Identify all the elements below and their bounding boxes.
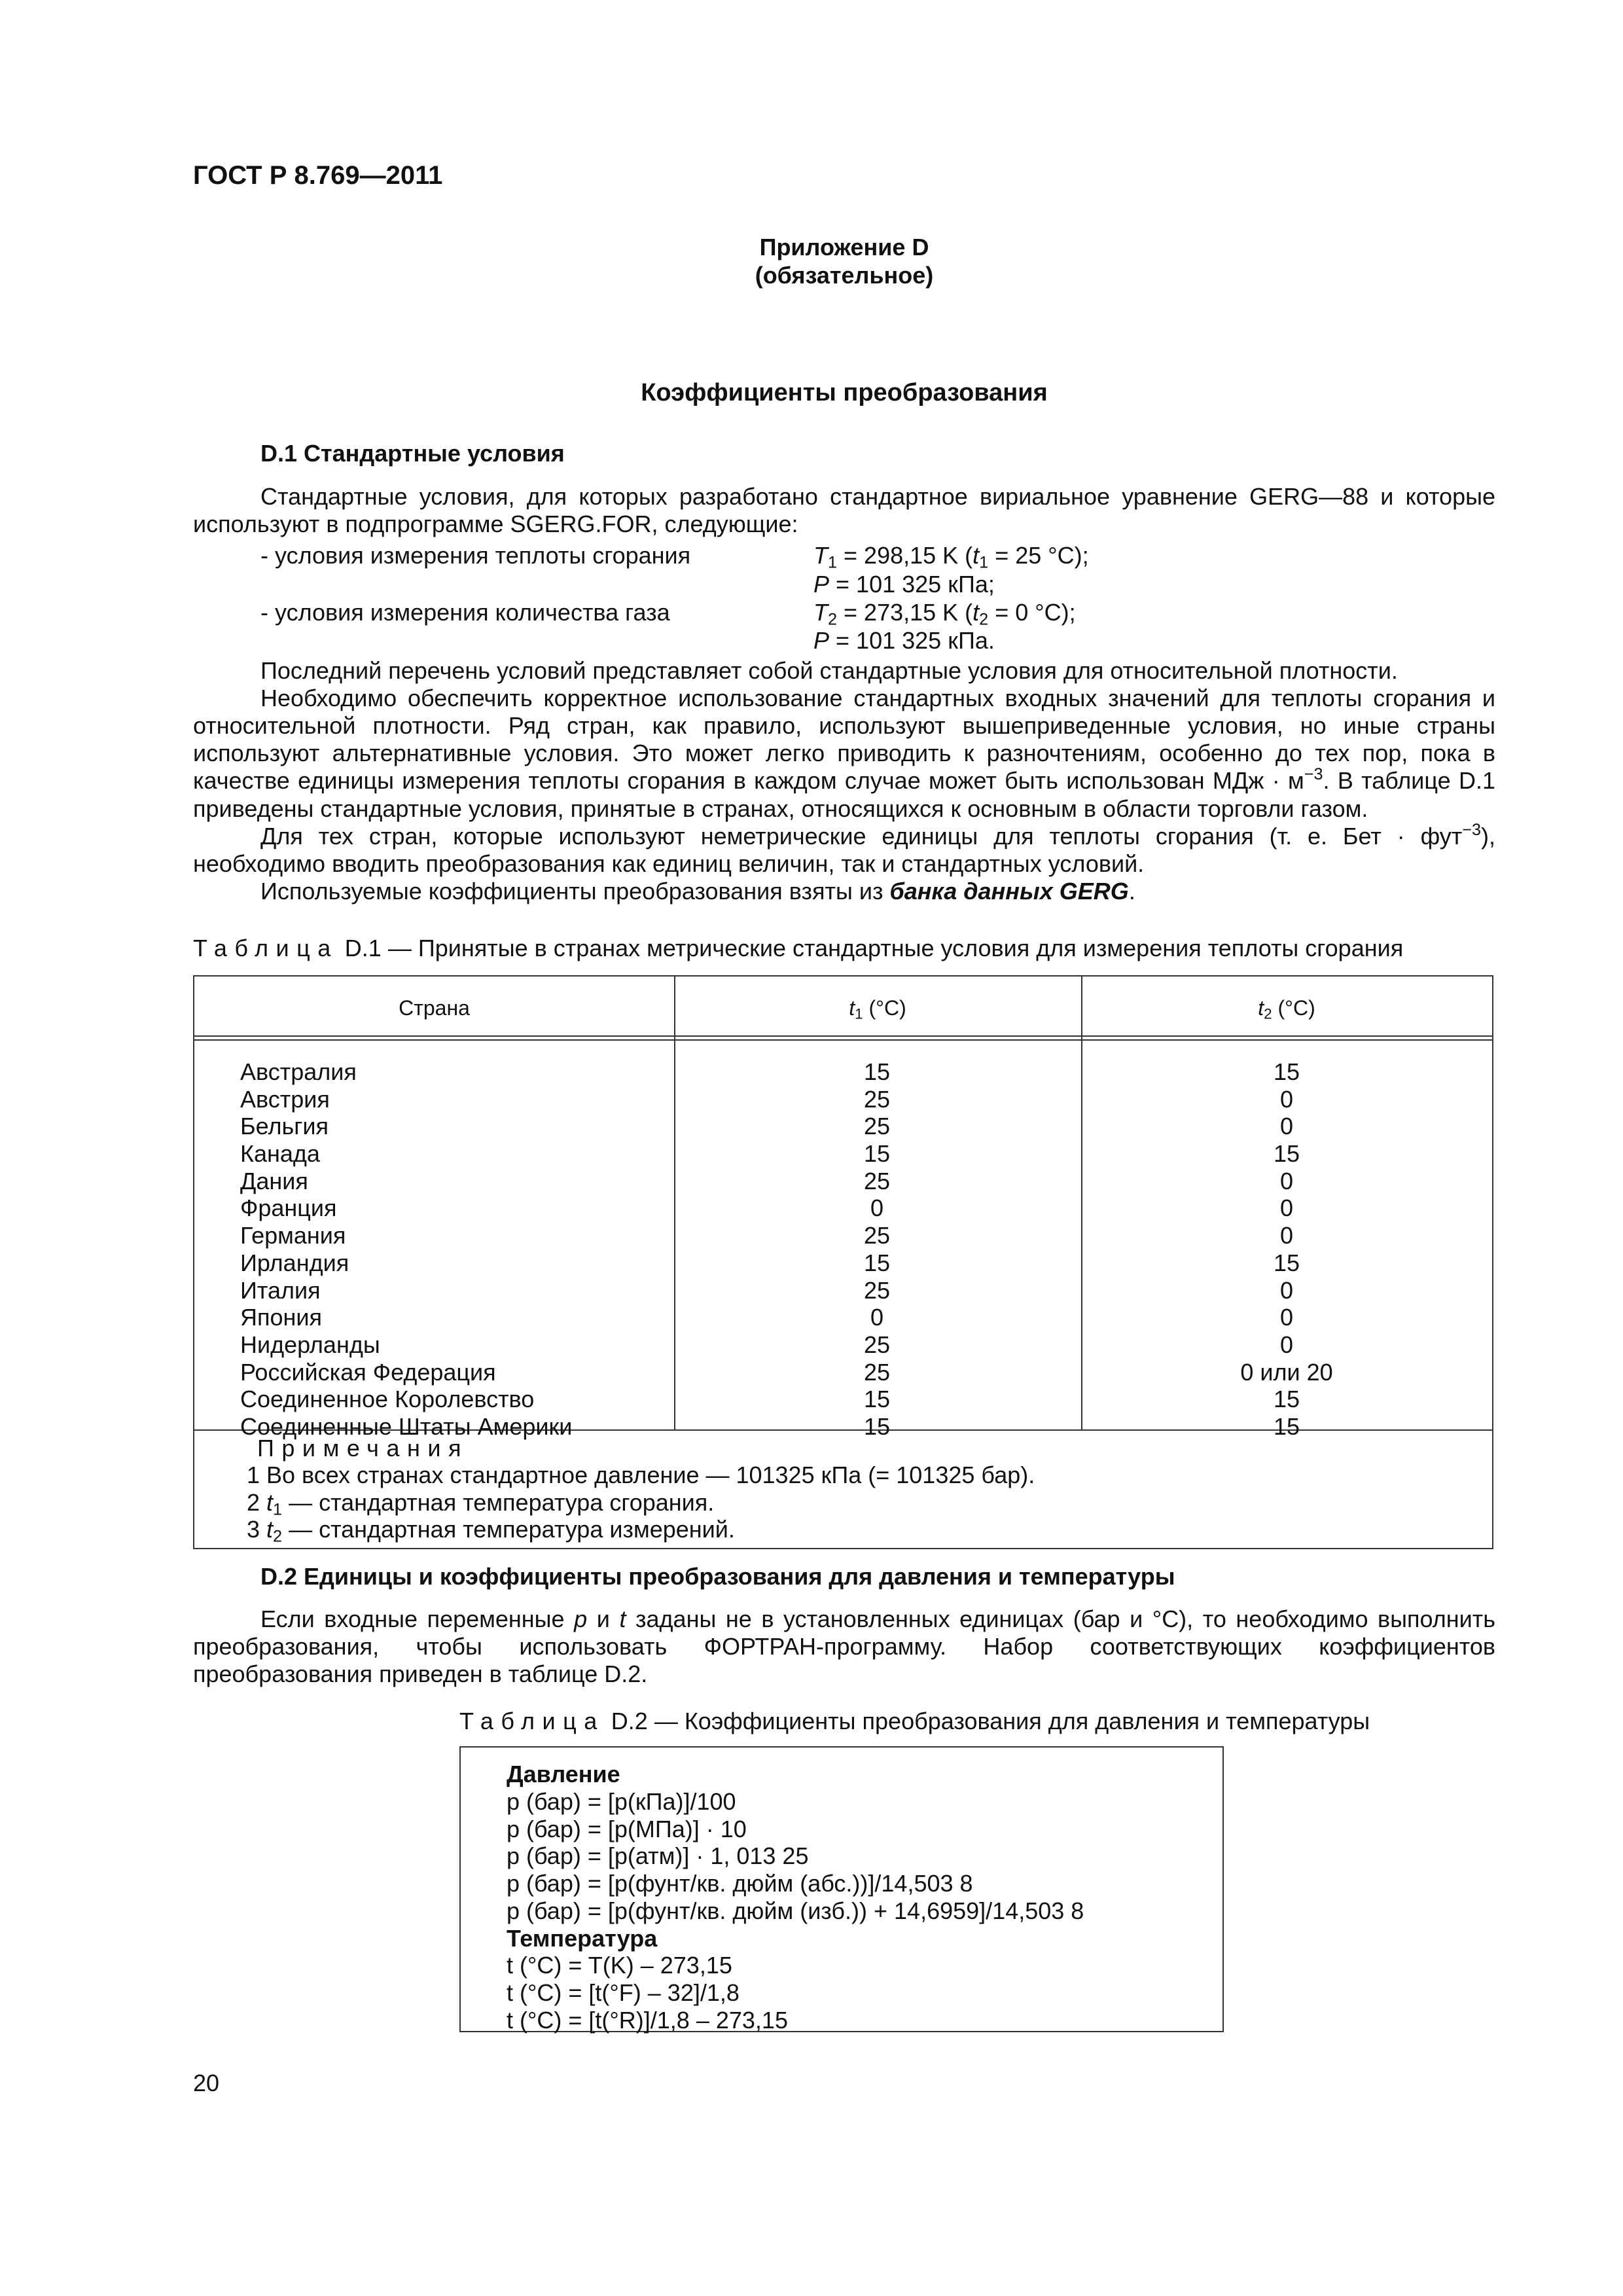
table-row	[194, 1168, 1492, 1195]
column-header-country: Страна	[399, 996, 470, 1020]
symbol: t	[849, 996, 855, 1020]
cell-country: Российская Федерация	[240, 1358, 496, 1386]
paragraph	[193, 1605, 1495, 1688]
symbol: P	[813, 627, 830, 654]
cell-t1: 25	[863, 1358, 891, 1386]
cell-t1: 15	[863, 1412, 891, 1440]
column-header-t2	[1081, 996, 1492, 1020]
cell-t2: 15	[1273, 1386, 1300, 1413]
pressure-title: Давление	[507, 1761, 620, 1787]
subscript: 1	[855, 1005, 863, 1022]
superscript: −3	[1462, 820, 1481, 839]
cell-country: Австралия	[240, 1058, 357, 1085]
caption-word: Таблица	[193, 935, 338, 961]
cell-country: Франция	[240, 1194, 337, 1222]
cell-t2: 0	[1279, 1167, 1294, 1194]
subscript: 1	[273, 1500, 283, 1519]
subscript: 2	[273, 1527, 283, 1546]
symbol: t	[266, 1488, 274, 1516]
table-row	[194, 1222, 1492, 1249]
table-row	[194, 1140, 1492, 1168]
symbol: t	[972, 599, 980, 626]
section1-intro	[193, 483, 1495, 538]
cell-t1: 0	[870, 1304, 884, 1331]
subscript: 1	[979, 553, 989, 572]
symbol: P	[813, 571, 830, 598]
table-row	[194, 1113, 1492, 1140]
symbol: t	[1258, 996, 1264, 1020]
note-3	[247, 1516, 1035, 1546]
cell-t1: 25	[863, 1276, 891, 1304]
pressure-formula: p (бар) = [p(кПа)]/100	[507, 1787, 736, 1815]
cell-country: Канада	[240, 1140, 320, 1168]
condition-row-gas	[260, 599, 1504, 628]
cell-country: Соединенные Штаты Америки	[240, 1412, 573, 1440]
column-header-t1	[674, 996, 1081, 1020]
cell-t1: 15	[863, 1249, 891, 1276]
page-title: Коэффициенты преобразования	[641, 379, 1048, 406]
paragraph-text: ), необходимо вводить преобразования как единиц величин, так и стандартных условий.	[193, 822, 1495, 877]
cell-country: Ирландия	[240, 1249, 349, 1276]
table-row	[194, 1304, 1492, 1331]
paragraph-text: . В таблице D.1 приведены стандартные условия, принятые в странах, относящихся к основным в области торговли газом.	[193, 767, 1496, 822]
cell-country: Дания	[240, 1167, 308, 1194]
table-d2	[459, 1746, 1224, 2032]
pressure-formula: p (бар) = [p(атм)] · 1, 013 25	[507, 1842, 809, 1870]
paragraph-text: и	[587, 1605, 620, 1632]
intro-paragraph: Стандартные условия, для которых разработано стандартное вириальное уравнение GERG—88 и которые используют в подпрограмме SGERG.FOR, следующие:	[193, 483, 1495, 538]
note-text: — стандартная температура измерений.	[282, 1516, 735, 1543]
paragraph	[193, 878, 1495, 905]
condition-row-heat-pressure	[260, 571, 1504, 600]
symbol: t	[266, 1516, 274, 1543]
header-divider	[194, 1039, 1492, 1041]
temperature-title: Температура	[507, 1924, 658, 1952]
value-text: = 101 325 кПа;	[836, 571, 995, 598]
temperature-formula: t (°C) = [t(°F) – 32]/1,8	[507, 1979, 740, 2006]
cell-t2: 0	[1279, 1276, 1294, 1304]
cell-t2: 0	[1279, 1331, 1294, 1358]
value-text: = 298,15 K (	[837, 542, 973, 569]
symbol: t	[972, 542, 980, 569]
note-1: 1 Во всех странах стандартное давление — 101325 кПа (= 101325 бар).	[247, 1462, 1035, 1489]
cell-t2: 0	[1279, 1194, 1294, 1222]
table-d1	[193, 975, 1493, 1549]
table-body	[194, 1058, 1492, 1441]
table-d1-caption	[193, 935, 1403, 962]
cell-t2: 0	[1279, 1113, 1294, 1140]
condition-value	[813, 627, 995, 655]
superscript: −3	[1304, 765, 1323, 784]
table-row	[194, 1086, 1492, 1113]
value-text: = 0 °C);	[988, 599, 1076, 626]
temperature-formula: t (°C) = T(K) – 273,15	[507, 1952, 732, 1979]
cell-t2: 0	[1279, 1304, 1294, 1331]
cell-country: Нидерланды	[240, 1331, 380, 1358]
cell-t2: 15	[1273, 1058, 1300, 1085]
note-number: 3	[247, 1516, 267, 1543]
table-d2-caption	[459, 1708, 1370, 1735]
temperature-formula: t (°C) = [t(°R)]/1,8 – 273,15	[507, 2006, 788, 2034]
cell-t2: 0	[1279, 1085, 1294, 1113]
value-text: = 25 °C);	[988, 542, 1089, 569]
symbol: p	[574, 1605, 588, 1632]
cell-t1: 25	[863, 1085, 891, 1113]
cell-t1: 15	[863, 1058, 891, 1085]
note-2	[247, 1488, 1035, 1519]
table-row	[194, 1359, 1492, 1386]
unit: (°C)	[1272, 996, 1315, 1020]
paragraph-text: .	[1128, 877, 1135, 905]
paragraph-text: Для тех стран, которые используют неметрические единицы для теплоты сгорания (т. е. Бет · фут	[260, 822, 1463, 850]
note-number: 2	[247, 1488, 267, 1516]
condition-value	[813, 571, 995, 598]
cell-t2: 15	[1273, 1412, 1300, 1440]
caption-text: D.1 — Принятые в странах метрические стандартные условия для измерения теплоты сгорания	[338, 935, 1404, 961]
condition-value	[813, 599, 1076, 629]
cell-t2: 15	[1273, 1140, 1300, 1168]
table-row	[194, 1194, 1492, 1222]
subscript: 2	[828, 610, 838, 629]
cell-t1: 15	[863, 1386, 891, 1413]
cell-t1: 25	[863, 1222, 891, 1249]
annex-status: (обязательное)	[755, 262, 934, 289]
paragraph-text: заданы не в установленных единицах (бар и °C), то необходимо выполнить преобразования, чтобы использовать ФОРТРАН-программу. Набор соответствующих коэффициентов преобразования приведен в таблице D.2.	[193, 1605, 1496, 1688]
cell-t1: 15	[863, 1140, 891, 1168]
cell-country: Австрия	[240, 1085, 330, 1113]
paragraph	[193, 820, 1495, 878]
cell-country: Соединенное Королевство	[240, 1386, 535, 1413]
notes-title: Примечания	[257, 1435, 469, 1462]
paragraph	[193, 685, 1495, 823]
cell-t1: 25	[863, 1167, 891, 1194]
table-row	[194, 1058, 1492, 1086]
value-text: = 273,15 K (	[837, 599, 973, 626]
condition-label: - условия измерения количества газа	[260, 599, 670, 626]
subscript: 2	[1264, 1005, 1272, 1022]
subscript: 1	[828, 553, 838, 572]
caption-text: D.2 — Коэффициенты преобразования для давления и температуры	[604, 1708, 1370, 1734]
cell-t2: 15	[1273, 1249, 1300, 1276]
pressure-formula: p (бар) = [p(фунт/кв. дюйм (абс.))]/14,503 8	[507, 1870, 973, 1897]
cell-country: Бельгия	[240, 1113, 329, 1140]
table-row	[194, 1249, 1492, 1277]
cell-country: Италия	[240, 1276, 321, 1304]
paragraph-text: Используемые коэффициенты преобразования взяты из	[260, 877, 890, 905]
caption-word: Таблица	[459, 1708, 605, 1734]
table-row	[194, 1277, 1492, 1304]
subscript: 2	[979, 610, 989, 629]
cell-country: Германия	[240, 1222, 346, 1249]
unit: (°C)	[863, 996, 906, 1020]
annex-title: Приложение D	[759, 234, 929, 260]
symbol: T	[813, 542, 828, 569]
condition-label: - условия измерения теплоты сгорания	[260, 542, 691, 569]
cell-country: Япония	[240, 1304, 322, 1331]
section-heading-d1: D.1 Стандартные условия	[260, 440, 565, 467]
section1-body	[193, 657, 1495, 905]
emphasis: банка данных GERG	[889, 877, 1129, 905]
paragraph-text: Если входные переменные	[260, 1605, 575, 1632]
pressure-formula: p (бар) = [p(фунт/кв. дюйм (изб.)) + 14,6959]/14,503 8	[507, 1897, 1084, 1924]
condition-row-heat	[260, 542, 1504, 571]
section-heading-d2: D.2 Единицы и коэффициенты преобразования для давления и температуры	[260, 1563, 1175, 1590]
cell-t1: 25	[863, 1113, 891, 1140]
header-divider	[194, 1035, 1492, 1037]
paragraph-text: Необходимо обеспечить корректное использование стандартных входных значений для теплоты сгорания и относительной плотности. Ряд стран, как правило, используют вышеприведенные условия, но иные страны используют альтернативные условия. Это может легко приводить к разночтениям, особенно до тех пор, пока в качестве единицы измерения теплоты сгорания в каждом случае может быть использован МДж · м	[193, 685, 1495, 795]
note-text: — стандартная температура сгорания.	[282, 1488, 715, 1516]
table-row	[194, 1386, 1492, 1413]
cell-t2: 0	[1279, 1222, 1294, 1249]
table-notes	[247, 1435, 1035, 1546]
standard-header: ГОСТ Р 8.769—2011	[193, 161, 443, 190]
condition-row-gas-pressure	[260, 627, 1504, 656]
table-row	[194, 1331, 1492, 1359]
symbol: t	[619, 1605, 626, 1632]
cell-t2: 0 или 20	[1240, 1358, 1333, 1386]
pressure-formula: p (бар) = [p(МПа)] · 10	[507, 1815, 747, 1842]
paragraph: Последний перечень условий представляет собой стандартные условия для относительной плотности.	[260, 657, 1398, 684]
cell-t1: 25	[863, 1331, 891, 1358]
section2-body	[193, 1605, 1495, 1688]
page-number: 20	[193, 2070, 220, 2096]
cell-t1: 0	[870, 1194, 884, 1222]
condition-value	[813, 542, 1089, 572]
value-text: = 101 325 кПа.	[836, 627, 995, 654]
symbol: T	[813, 599, 828, 626]
